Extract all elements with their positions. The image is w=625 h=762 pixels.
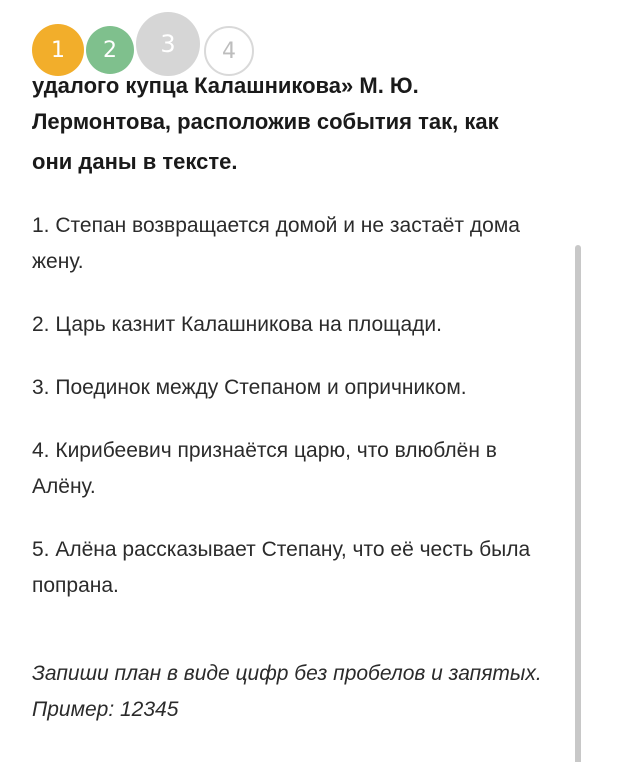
question-content xyxy=(32,76,552,728)
question-text xyxy=(32,76,552,182)
event-item-1: 1. Степан возвращается домой и не застаёт дома жену. xyxy=(32,214,520,273)
answer-hint: Запиши план в виде цифр без пробелов и запятых. Пример: 12345 xyxy=(32,662,542,721)
question-line-3: они даны в тексте. xyxy=(32,149,238,174)
event-item-2: 2. Царь казнит Калашникова на площади. xyxy=(32,313,442,336)
question-line-2: Лермонтова, расположив события так, как xyxy=(32,109,499,134)
step-2-indicator[interactable]: 2 xyxy=(86,26,134,74)
step-3-indicator-current[interactable]: 3 xyxy=(136,12,200,76)
step-1-indicator[interactable]: 1 xyxy=(32,24,84,76)
event-list xyxy=(32,208,552,604)
event-item-5: 5. Алёна рассказывает Степану, что её честь была попрана. xyxy=(32,538,531,597)
event-item-3: 3. Поединок между Степаном и опричником. xyxy=(32,376,467,399)
question-line-1-clipped: удалого купца Калашникова» М. Ю. xyxy=(32,76,419,98)
event-item-4: 4. Кирибеевич признаётся царю, что влюблён в Алёну. xyxy=(32,439,497,498)
stepper xyxy=(32,12,272,76)
step-4-indicator[interactable]: 4 xyxy=(204,26,254,76)
scrollbar[interactable] xyxy=(575,245,581,762)
